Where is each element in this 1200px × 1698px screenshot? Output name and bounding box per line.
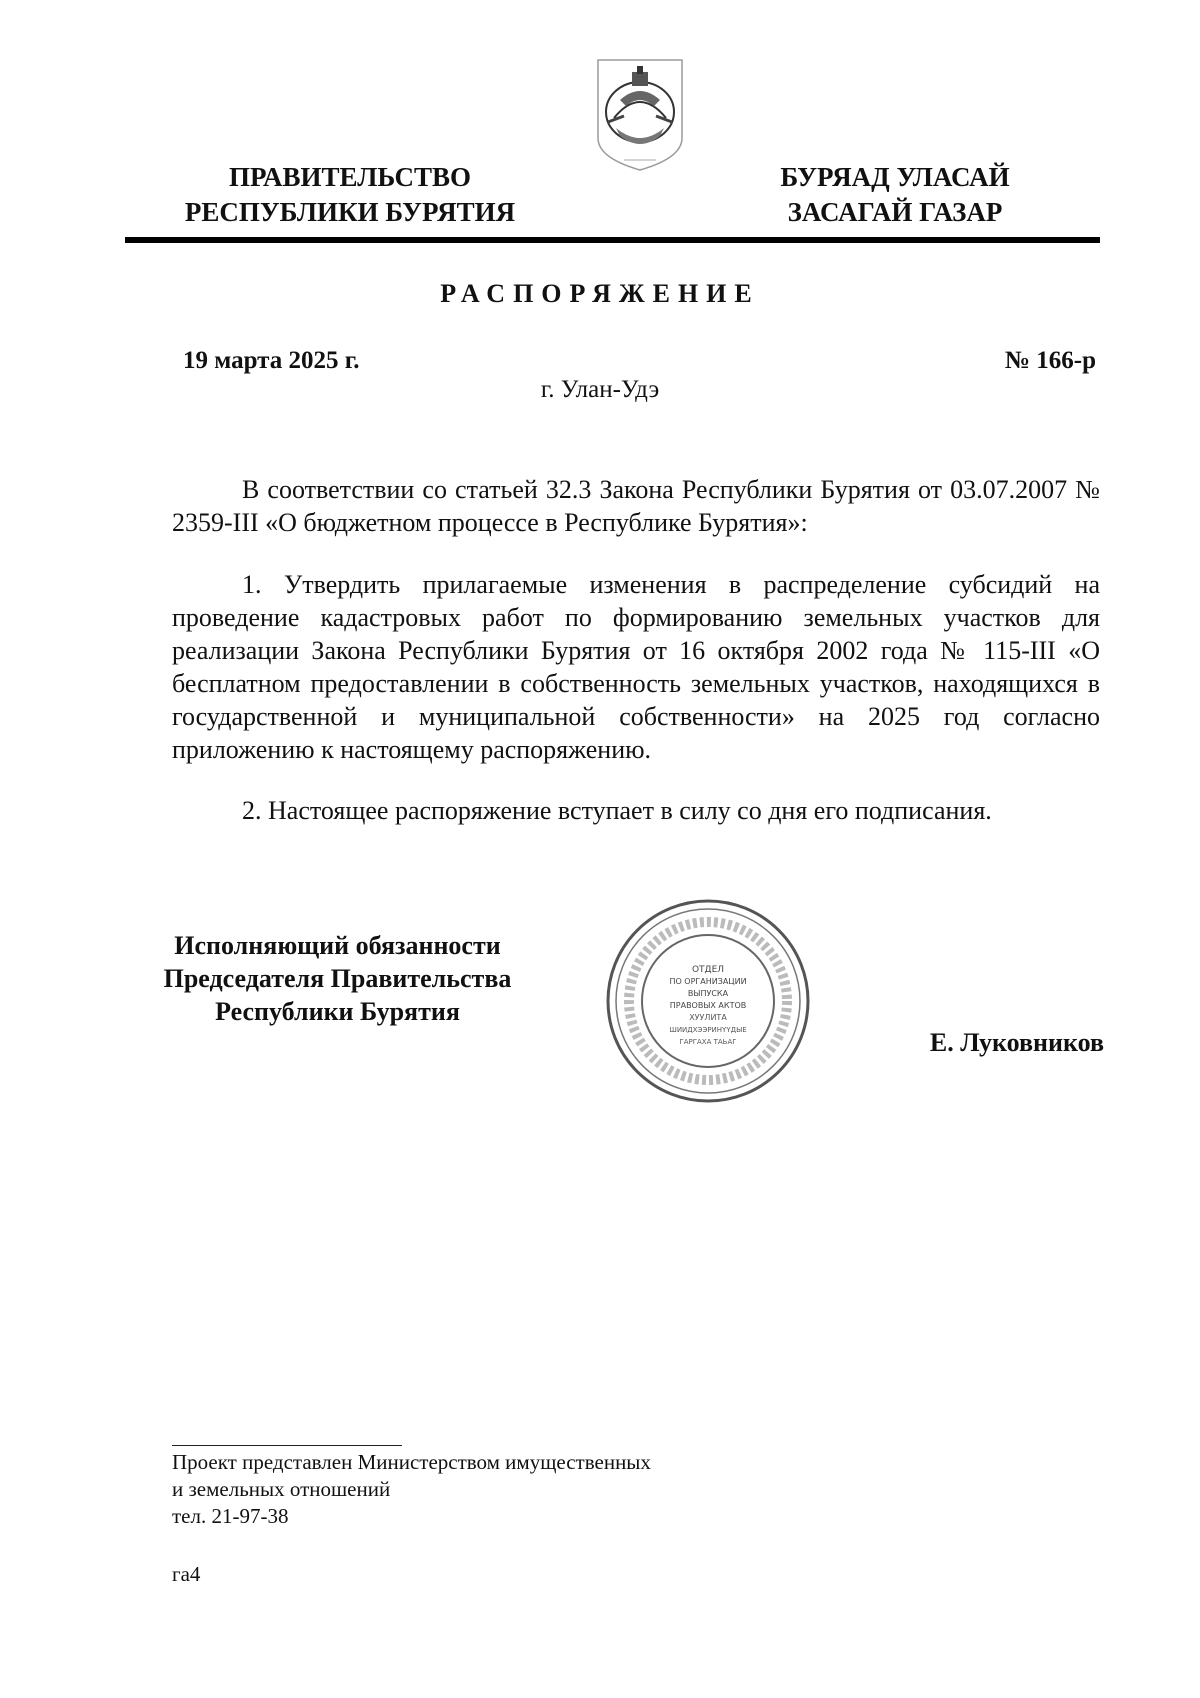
signatory-name: Е. Луковников bbox=[929, 1028, 1104, 1057]
footnote-line2: и земельных отношений bbox=[172, 1477, 391, 1501]
header-left-line2: РЕСПУБЛИКИ БУРЯТИЯ bbox=[184, 197, 516, 227]
signatory-title-line1: Исполняющий обязанности bbox=[174, 931, 501, 960]
footnote bbox=[172, 1449, 651, 1530]
svg-text:ШИИДХЭЭРИНҮҮДЫЕ: ШИИДХЭЭРИНҮҮДЫЕ bbox=[669, 1026, 747, 1034]
item-1-paragraph: 1. Утвердить прилагаемые изменения в распределение субсидий на проведение кадастровых работ по формированию земельных участков для реализации Закона Республики Бурятия от 16 октября 2002 года № 115-III «О бесплатном предоставлении в собственность земельных участков, находящихся в государственной и муниципальной собственности» на 2025 год согласно приложению к настоящему распоряжению. bbox=[172, 570, 1100, 764]
header-right-line2: ЗАСАГАЙ ГАЗАР bbox=[787, 197, 1003, 227]
svg-text:ПО ОРГАНИЗАЦИИ: ПО ОРГАНИЗАЦИИ bbox=[669, 977, 747, 986]
header-right-line1: БУРЯАД УЛАСАЙ bbox=[780, 162, 1010, 192]
document-number: № 166-р bbox=[1004, 347, 1096, 374]
header-right bbox=[740, 160, 1050, 230]
signatory-title-line3: Республики Бурятия bbox=[215, 997, 460, 1026]
svg-text:ОТДЕЛ: ОТДЕЛ bbox=[691, 965, 725, 975]
svg-text:ГАРГАХА ТАЬАГ: ГАРГАХА ТАЬАГ bbox=[679, 1038, 737, 1046]
document-code: га4 bbox=[172, 1562, 201, 1586]
signatory-title-line2: Председателя Правительства bbox=[163, 964, 512, 993]
document-date: 19 марта 2025 г. bbox=[183, 347, 360, 374]
signatory-title bbox=[140, 929, 535, 1028]
svg-text:ПРАВОВЫХ АКТОВ: ПРАВОВЫХ АКТОВ bbox=[669, 1001, 747, 1010]
svg-text:ХУУЛИТА: ХУУЛИТА bbox=[689, 1013, 727, 1022]
header-left-line1: ПРАВИТЕЛЬСТВО bbox=[228, 162, 472, 192]
footnote-line3: тел. 21-97-38 bbox=[172, 1504, 289, 1528]
preamble-paragraph: В соответствии со статьей 32.3 Закона Республики Бурятия от 03.07.2007 № 2359-III «О бюджетном процессе в Республике Бурятия»: bbox=[172, 475, 1100, 537]
header-divider bbox=[125, 237, 1100, 243]
item-2-paragraph: 2. Настоящее распоряжение вступает в силу со дня его подписания. bbox=[242, 796, 992, 825]
svg-text:ВЫПУСКА: ВЫПУСКА bbox=[687, 989, 729, 998]
coat-of-arms-icon bbox=[594, 56, 686, 174]
header-left bbox=[150, 160, 550, 230]
footnote-line1: Проект представлен Министерством имущественных bbox=[172, 1450, 651, 1474]
document-city: г. Улан-Удэ bbox=[540, 376, 660, 403]
document-type: РАСПОРЯЖЕНИЕ bbox=[440, 279, 760, 308]
official-seal-icon bbox=[603, 896, 813, 1106]
footnote-divider bbox=[172, 1445, 402, 1446]
